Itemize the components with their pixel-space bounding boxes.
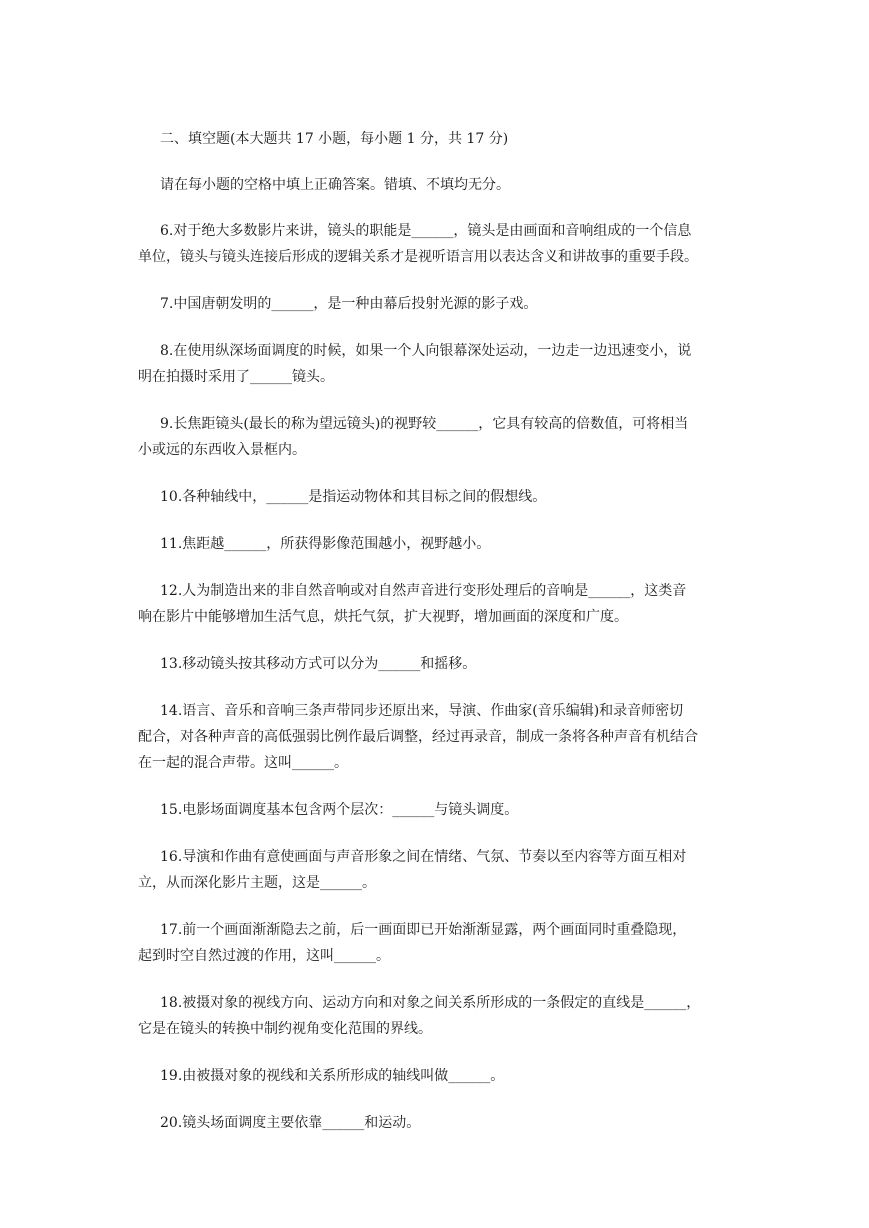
question-text-continued: 立，从而深化影片主题，这是______。 xyxy=(138,875,376,891)
question-item xyxy=(160,1110,740,1136)
question-item xyxy=(138,338,740,390)
question-item xyxy=(160,484,740,510)
question-text-continued: 配合，对各种声音的高低强弱比例作最后调整，经过再录音，制成一条将各种声音有机结合 xyxy=(138,729,698,745)
question-text: 19.由被摄对象的视线和关系所形成的轴线叫做______。 xyxy=(160,1068,505,1084)
question-item xyxy=(138,578,740,630)
question-text-continued: 它是在镜头的转换中制约视角变化范围的界线。 xyxy=(138,1021,432,1037)
question-item xyxy=(160,1063,740,1089)
question-text: 20.镜头场面调度主要依靠______和运动。 xyxy=(160,1115,421,1131)
instructions: 请在每小题的空格中填上正确答案。错填、不填均无分。 xyxy=(160,177,510,193)
question-text: 13.移动镜头按其移动方式可以分为______和摇移。 xyxy=(160,656,477,672)
question-text-continued: 明在拍摄时采用了______镜头。 xyxy=(138,369,334,385)
question-item xyxy=(138,698,740,776)
question-text-continued: 在一起的混合声带。这叫______。 xyxy=(138,755,348,771)
question-text: 16.导演和作曲有意使画面与声音形象之间在情绪、气氛、节奏以至内容等方面互相对 xyxy=(160,849,687,865)
section-title: 二、填空题(本大题共 17 小题，每小题 1 分，共 17 分) xyxy=(160,131,509,147)
question-text: 17.前一个画面渐渐隐去之前，后一画面即已开始渐渐显露，两个画面同时重叠隐现， xyxy=(160,922,687,938)
question-text: 11.焦距越______，所获得影像范围越小，视野越小。 xyxy=(160,536,491,552)
question-item xyxy=(160,531,740,557)
question-list xyxy=(138,218,740,1136)
question-text: 15.电影场面调度基本包含两个层次：______与镜头调度。 xyxy=(160,802,519,818)
question-text: 7.中国唐朝发明的______，是一种由幕后投射光源的影子戏。 xyxy=(160,296,538,312)
question-text-continued: 单位，镜头与镜头连接后形成的逻辑关系才是视听语言用以表达含义和讲故事的重要手段。 xyxy=(138,249,698,265)
question-text: 6.对于绝大多数影片来讲，镜头的职能是______，镜头是由画面和音响组成的一个信息 xyxy=(160,223,692,239)
question-item xyxy=(160,291,740,317)
question-text-continued: 起到时空自然过渡的作用，这叫______。 xyxy=(138,948,390,964)
question-item xyxy=(138,218,740,270)
question-item xyxy=(160,797,740,823)
question-text: 9.长焦距镜头(最长的称为望远镜头)的视野较______，它具有较高的倍数值，可将相当 xyxy=(160,416,689,432)
question-item xyxy=(138,990,740,1042)
question-text-continued: 响在影片中能够增加生活气息，烘托气氛，扩大视野，增加画面的深度和广度。 xyxy=(138,609,628,625)
question-text: 14.语言、音乐和音响三条声带同步还原出来，导演、作曲家(音乐编辑)和录音师密切 xyxy=(160,703,684,719)
question-text: 18.被摄对象的视线方向、运动方向和对象之间关系所形成的一条假定的直线是______， xyxy=(160,995,701,1011)
question-text: 10.各种轴线中，______是指运动物体和其目标之间的假想线。 xyxy=(160,489,547,505)
question-item xyxy=(138,844,740,896)
question-item xyxy=(138,411,740,463)
question-item xyxy=(160,651,740,677)
question-text: 12.人为制造出来的非自然音响或对自然声音进行变形处理后的音响是______，这类音 xyxy=(160,583,687,599)
question-item xyxy=(138,917,740,969)
question-text: 8.在使用纵深场面调度的时候，如果一个人向银幕深处运动，一边走一边迅速变小，说 xyxy=(160,343,692,359)
document-content xyxy=(138,126,740,1157)
question-text-continued: 小或远的东西收入景框内。 xyxy=(138,442,306,458)
